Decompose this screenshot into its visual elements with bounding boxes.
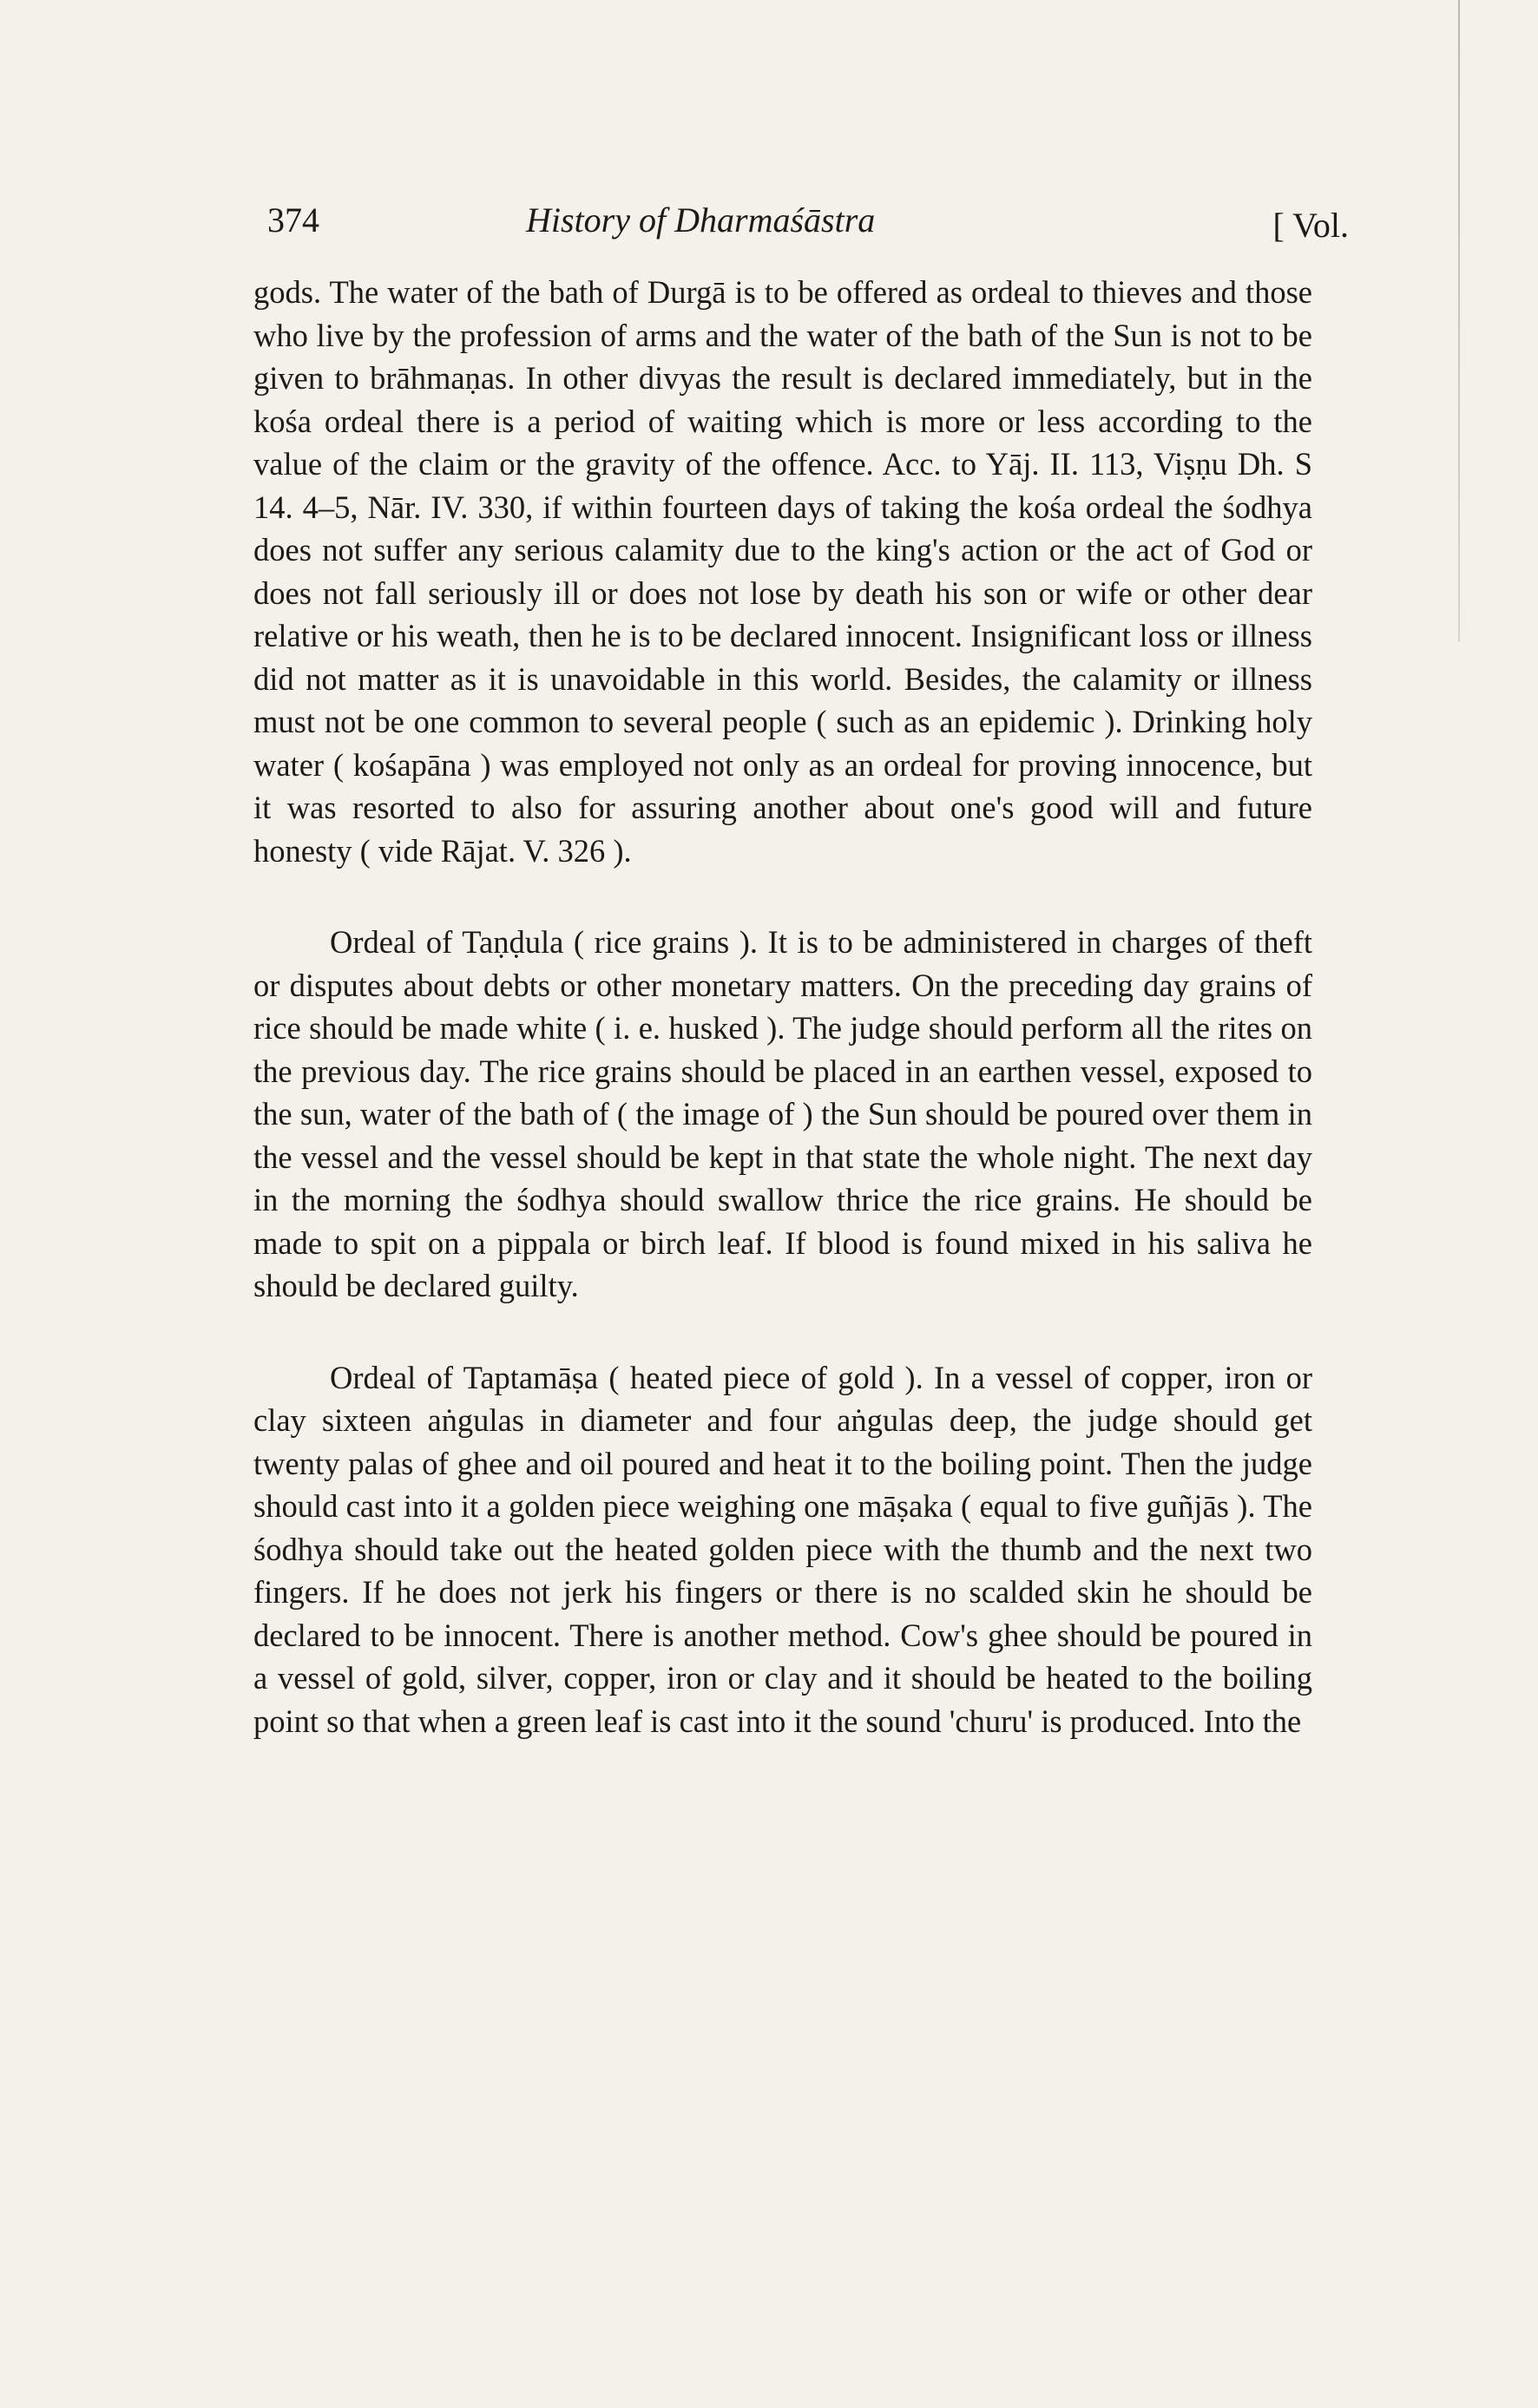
volume-mark: [ Vol. (1272, 206, 1349, 245)
page-header (267, 193, 1349, 245)
running-title: History of Dharmaśāstra (526, 200, 876, 239)
paragraph-taptamasa-ordeal: Ordeal of Taptamāṣa ( heated piece of gold ). In a vessel of copper, iron or clay sixteen aṅgulas in diameter and four aṅgulas deep, the judge should get twenty palas of ghee and oil poured and heat it to the boiling point. Then the judge should cast into it a golden piece weighing one māṣaka ( equal to five guñjās ). The śodhya should take out the heated golden piece with the thumb and the next two fingers. If he does not jerk his fingers or there is no scalded skin he should be declared to be innocent. There is another method. Cow's ghee should be poured in a vessel of gold, silver, copper, iron or clay and it should be heated to the boiling point so that when a green leaf is cast into it the sound 'churu' is produced. Into the (253, 1359, 1312, 1739)
paragraph-tandula-ordeal: Ordeal of Taṇḍula ( rice grains ). It is to be administered in charges of theft or disputes about debts or other monetary matters. On the preceding day grains of rice should be made white ( i. e. husked ). The judge should perform all the rites on the previous day. The rice grains should be placed in an earthen vessel, exposed to the sun, water of the bath of ( the image of ) the Sun should be poured over them in the vessel and the vessel should be kept in that state the whole night. The next day in the morning the śodhya should swallow thrice the rice grains. He should be made to spit on a pippala or birch leaf. If blood is found mixed in his saliva he should be declared guilty. (253, 924, 1312, 1303)
scan-border-line (1458, 0, 1460, 642)
paragraph-kosa-continued: gods. The water of the bath of Durgā is to be offered as ordeal to thieves and those who live by the profession of arms and the water of the bath of the Sun is not to be given to brāhmaṇas. In other divyas the result is declared immediately, but in the kośa ordeal there is a period of waiting which is more or less according to the value of the claim or the gravity of the offence. Acc. to Yāj. II. 113, Viṣṇu Dh. S 14. 4–5, Nār. IV. 330, if within fourteen days of taking the kośa ordeal the śodhya does not suffer any serious calamity due to the king's action or the act of God or does not fall seriously ill or does not lose by death his son or wife or other dear relative or his weath, then he is to be declared innocent. Insignificant loss or illness did not matter as it is unavoidable in this world. Besides, the calamity or illness must not be one common to several people ( such as an epidemic ). Drinking holy water ( kośapāna ) was employed not only as an ordeal for proving innocence, but it was resorted to also for assuring another about one's good will and future honesty ( vide Rājat. V. 326 ). (253, 274, 1312, 869)
page-number: 374 (267, 200, 319, 239)
body-text (253, 271, 1312, 1742)
